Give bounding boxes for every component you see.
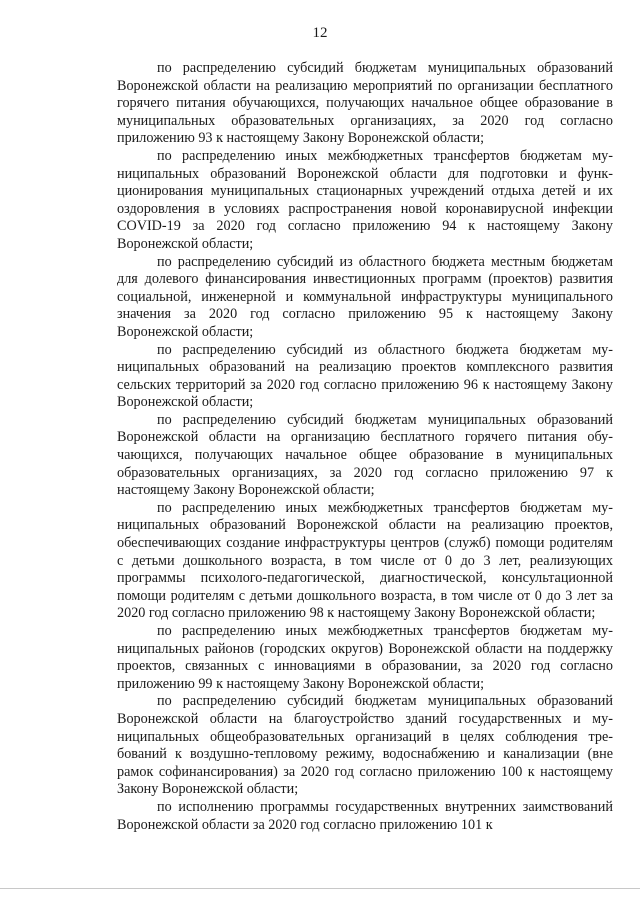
document-body <box>117 60 613 834</box>
paragraph-appendix-94: по распределению иных межбюджетных трансфертов бюджетам муниципальных образований Воронежской области для подготовки и функционирования муниципальных стационарных учреждений отдыха детей и их оздоровления в условиях распространения новой коронавирусной инфекции COVID-19 за 2020 год согласно приложению 94 к настоящему Закону Воронежской области; <box>117 147 613 252</box>
paragraph-appendix-99: по распределению иных межбюджетных трансфертов бюджетам муниципальных районов (городских округов) Воронежской области на поддержку проектов, связанных с инновациями в образовании, за 2020 год согласно приложению 99 к настоящему Закону Воронежской области; <box>117 623 613 692</box>
paragraph-appendix-100: по распределению субсидий бюджетам муниципальных образований Воронежской области на благоустройство зданий государственных и муниципальных общеобразовательных организаций в целях соблюдения требований к воздушно-тепловому режиму, водоснабжению и канализации (вне рамок софинансирования) за 2020 год согласно приложению 100 к настоящему Закону Воронежской области; <box>117 693 613 798</box>
page-number: 12 <box>312 25 328 41</box>
paragraph-appendix-95: по распределению субсидий из областного бюджета местным бюджетам для долевого финансирования инвестиционных программ (проектов) развития социальной, инженерной и коммунальной инфраструктуры муниципального значения за 2020 год согласно приложению 95 к настоящему Закону Воронежской области; <box>117 253 613 340</box>
page-bottom-rule <box>0 888 640 889</box>
paragraph-appendix-98: по распределению иных межбюджетных трансфертов бюджетам муниципальных образований Воронежской области на реализацию проектов, обеспечивающих создание инфраструктуры центров (служб) помощи родителям с детьми дошкольного возраста, в том числе от 0 до 3 лет, реализующих программы психолого-педагогической, диагностической, консультационной помощи родителям с детьми дошкольного возраста, в том числе от 0 до 3 лет за 2020 год согласно приложению 98 к настоящему Закону Воронежской области; <box>117 499 613 622</box>
paragraph-appendix-96: по распределению субсидий из областного бюджета бюджетам муниципальных образований на реализацию проектов комплексного развития сельских территорий за 2020 год согласно приложению 96 к настоящему Закону Воронежской области; <box>117 341 613 411</box>
paragraph-appendix-101: по исполнению программы государственных внутренних заимствований Воронежской области за 2020 год согласно приложению 101 к <box>117 798 613 833</box>
paragraph-appendix-97: по распределению субсидий бюджетам муниципальных образований Воронежской области на организацию бесплатного горячего питания обучающихся, получающих начальное общее образование в муниципальных образовательных организациях, за 2020 год согласно приложению 97 к настоящему Закону Воронежской области; <box>117 411 613 499</box>
paragraph-appendix-93: по распределению субсидий бюджетам муниципальных образований Воронежской области на реализацию мероприятий по организации бесплатного горячего питания обучающихся, получающих начальное общее образование в муниципальных образовательных организациях, за 2020 год согласно приложению 93 к настоящему Закону Воронежской области; <box>117 60 613 147</box>
